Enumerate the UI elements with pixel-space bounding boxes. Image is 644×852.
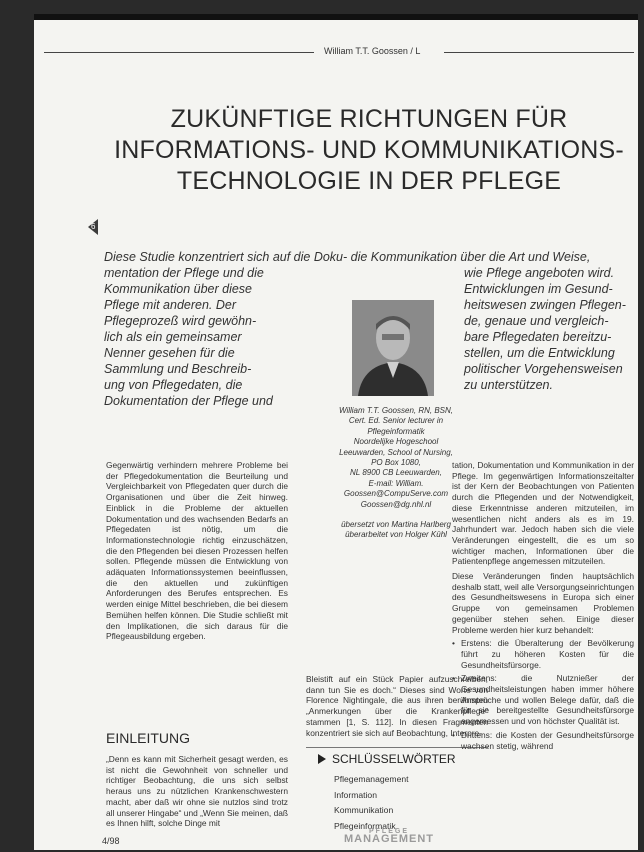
running-header bbox=[34, 44, 638, 60]
caption-line: Goossen@CompuServe.com bbox=[343, 489, 449, 499]
abstract-line: Nenner gesehen für die bbox=[104, 346, 235, 360]
bullet-item: • Erstens: die Überalterung der Bevölkerung führt zu höheren Kosten für die Gesundheitsfürsorge. bbox=[452, 638, 634, 670]
author-portrait-image bbox=[352, 300, 434, 396]
column-1 bbox=[106, 460, 288, 642]
abstract-line: stellen, um die Entwicklung bbox=[464, 346, 615, 360]
title-line-2: INFORMATIONS- UND KOMMUNIKATIONS- bbox=[114, 136, 624, 164]
title-line-1: ZUKÜNFTIGE RICHTUNGEN FÜR bbox=[170, 105, 568, 133]
caption-line: PO Box 1080, bbox=[371, 458, 421, 468]
abstract-line: Entwicklungen im Gesund- bbox=[464, 282, 613, 296]
caption-line: übersetzt von Martina Harlberg bbox=[341, 520, 451, 530]
caption-line: William T.T. Goossen, RN, BSN, bbox=[338, 406, 454, 415]
abstract-line: bare Pflegedaten bereitzu- bbox=[464, 330, 612, 344]
body-paragraph: Diese Veränderungen finden hauptsächlich deshalb statt, weil alle Versorgungseinrichtungen des Gesundheitswesens in Europa sich einer Gruppe von gemeinsamen Problemen gegenüber stehen sehen. Einige dieser Probleme werden hier kurz behandelt: bbox=[452, 571, 634, 635]
keyword-item: Pflegemanagement bbox=[334, 774, 409, 784]
caption-line: Pflegeinformatik bbox=[367, 426, 425, 436]
abstract-line: politischer Vorgehensweisen bbox=[464, 362, 623, 376]
abstract-line: Dokumentation der Pflege und bbox=[104, 394, 273, 408]
caption-line: E-mail: William. bbox=[368, 478, 424, 488]
header-rule-left bbox=[44, 52, 314, 53]
abstract-line: lich als ein gemeinsamer bbox=[104, 330, 242, 344]
header-rule-right bbox=[444, 52, 634, 53]
abstract-line: ung von Pflegedaten, die bbox=[104, 378, 243, 392]
body-paragraph: Gegenwärtig verhindern mehrere Probleme bei der Pflegedokumentation die Beurteilung und Vergleichbarkeit von Pflegedaten quer durch die Organisationen und über die Zeit hinweg. Einblick in die Probleme der aktuellen Dokumentation und des wachsenden Bedarfs an Pflegedaten ist nötig, um die Informationstechnologie richtig einzuschätzen, die den Pflegenden bei diesen Prozessen helfen sollen. Pflegende müssen die Entwicklung von adäquaten Informationssystemen beeinflussen, die den aktuellen und zukünftigen Anforderungen des Berufes entsprechen. Es werden einige Mittel beschrieben, die bei diesem Bemühen helfen können. Die Studie schließt mit den Implikationen, die sich daraus für die Pflegeausbildung ergeben. bbox=[106, 460, 288, 642]
bullet-item: • Zweitens: die Nutznießer der Gesundheitsleistungen haben immer höhere Ansprüche und wollen Belege dafür, daß die für sie bereitgestellte Gesundheitsfürsorge angemessen und von höchster Qualität ist. bbox=[452, 673, 634, 727]
abstract-line: mentation der Pflege und die bbox=[104, 266, 264, 280]
section-tab-number: 6 bbox=[91, 222, 96, 231]
caption-line: Leeuwarden, School of Nursing, bbox=[339, 447, 453, 457]
abstract-line: Pflegeprozeß wird gewöhn- bbox=[104, 314, 257, 328]
caption-line: NL 8900 CB Leeuwarden, bbox=[350, 468, 442, 478]
bullet-list bbox=[452, 638, 634, 751]
author-photo bbox=[352, 300, 434, 396]
caption-line: Goossen@dg.nhl.nl bbox=[360, 499, 432, 509]
running-head-author: William T.T. Goossen / L bbox=[324, 46, 421, 56]
page-number: 4/98 bbox=[102, 836, 120, 846]
keywords-heading-label: SCHLÜSSELWÖRTER bbox=[332, 752, 456, 766]
keyword-item: Pflegeinformatik bbox=[334, 820, 396, 831]
title-line-3: TECHNOLOGIE IN DER PFLEGE bbox=[176, 167, 562, 195]
journal-logo bbox=[334, 828, 444, 845]
article-title bbox=[104, 104, 634, 197]
caption-line: überarbeitet von Holger Kühl bbox=[345, 530, 447, 540]
keywords-box bbox=[306, 747, 488, 834]
bullet-item: • Drittens: die Kosten der Gesundheitsfürsorge wachsen stetig, während bbox=[452, 730, 634, 751]
abstract-line: Pflege mit anderen. Der bbox=[104, 298, 237, 312]
page-top-border bbox=[34, 14, 638, 20]
body-paragraph: Bleistift auf ein Stück Papier aufzuschreiben, dann tun Sie es doch.“ Dieses sind Worte von Florence Nightingale, die aus ihren berühmten „Anmerkungen über die Krankenpflege“ stammen [1, S. 112]. In diesen Fragmenten konzentriert sie sich auf Beobachtung, Interpre- bbox=[306, 674, 488, 738]
caption-line: Cert. Ed. Senior lecturer in bbox=[348, 416, 444, 426]
abstract-line: Sammlung und Beschreib- bbox=[104, 362, 252, 376]
column-1-continued bbox=[106, 754, 288, 829]
triangle-bullet-icon bbox=[318, 754, 326, 764]
abstract-line: Diese Studie konzentriert sich auf die Doku- die Kommunikation über die Art und Weise, bbox=[104, 250, 591, 264]
body-paragraph: „Denn es kann mit Sicherheit gesagt werden, es ist nicht die Gewohnheit von schneller und richtiger Beobachtung, die uns sich selbst heraus uns zu nützlichen Krankenschwestern macht, aber daß wir ohne sie nutzlos sind trotz all unserer Hingabe“ und „Wenn Sie meinen, daß es Ihnen hilft, solche Dinge mit bbox=[106, 754, 288, 829]
section-heading: EINLEITUNG bbox=[106, 730, 191, 746]
caption-line: Noordelijke Hogeschool bbox=[353, 437, 439, 447]
abstract-line: Kommunikation über diese bbox=[104, 282, 252, 296]
abstract-line: heitswesen zwingen Pflegen- bbox=[464, 298, 626, 312]
abstract-line: zu unterstützen. bbox=[464, 378, 553, 392]
logo-line-2: MANAGEMENT bbox=[343, 833, 435, 845]
keyword-item: Information bbox=[334, 789, 377, 800]
keyword-item: Kommunikation bbox=[334, 805, 394, 816]
column-3 bbox=[452, 460, 634, 751]
keywords-heading bbox=[318, 752, 488, 766]
body-paragraph: tation, Dokumentation und Kommunikation in der Pflege. Im gegenwärtigen Informationszeitalter ist der Kern der Beobachtungen von Patienten durch die Pflegenden und der Notwendigkeit, diese Erkenntnisse anderen mitzuteilen, im wesentlichen nicht anders als es im 19. Jahrhundert war. Jedoch haben sich die viele Veränderungen eingestellt, die es um so wichtiger machen, Informationen über die Patientenpflege angemessen mitzuteilen. bbox=[452, 460, 634, 567]
abstract-line: wie Pflege angeboten wird. bbox=[464, 266, 615, 280]
abstract-line: de, genaue und vergleich- bbox=[464, 314, 609, 328]
keywords-list bbox=[334, 772, 488, 834]
journal-page bbox=[34, 14, 638, 850]
logo-line-1: PFLEGE bbox=[368, 828, 409, 835]
